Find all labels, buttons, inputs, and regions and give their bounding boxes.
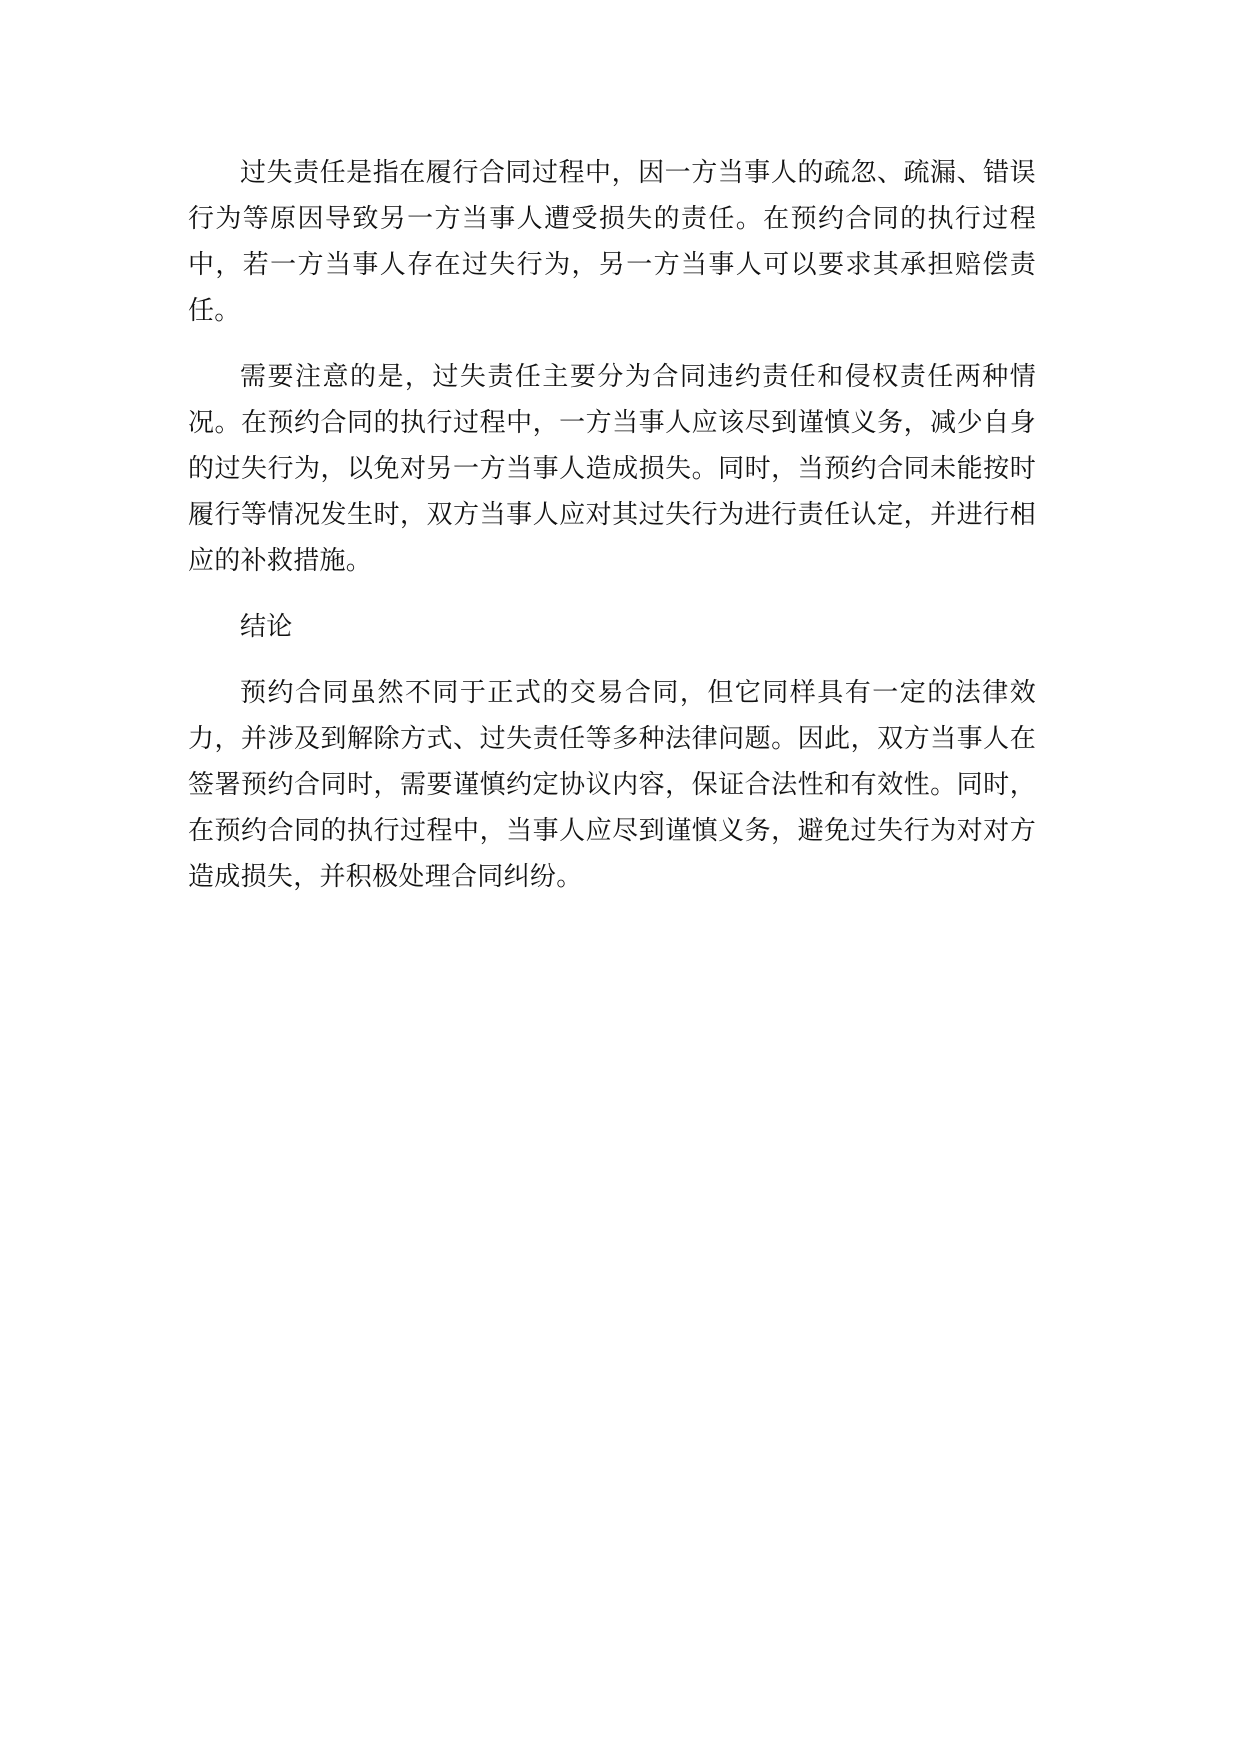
paragraph-negligence-definition: 过失责任是指在履行合同过程中，因一方当事人的疏忽、疏漏、错误行为等原因导致另一方当事人遭受损失的责任。在预约合同的执行过程中，若一方当事人存在过失行为，另一方当事人可以要求其承担赔偿责任。 xyxy=(188,158,1036,326)
document-body xyxy=(188,150,1036,920)
paragraph-negligence-types: 需要注意的是，过失责任主要分为合同违约责任和侵权责任两种情况。在预约合同的执行过程中，一方当事人应该尽到谨慎义务，减少自身的过失行为，以免对另一方当事人造成损失。同时，当预约合同未能按时履行等情况发生时，双方当事人应对其过失行为进行责任认定，并进行相应的补救措施。 xyxy=(188,362,1036,576)
paragraph-conclusion: 预约合同虽然不同于正式的交易合同，但它同样具有一定的法律效力，并涉及到解除方式、过失责任等多种法律问题。因此，双方当事人在签署预约合同时，需要谨慎约定协议内容，保证合法性和有效性。同时，在预约合同的执行过程中，当事人应尽到谨慎义务，避免过失行为对对方造成损失，并积极处理合同纠纷。 xyxy=(188,678,1036,892)
section-heading-conclusion: 结论 xyxy=(240,612,293,642)
